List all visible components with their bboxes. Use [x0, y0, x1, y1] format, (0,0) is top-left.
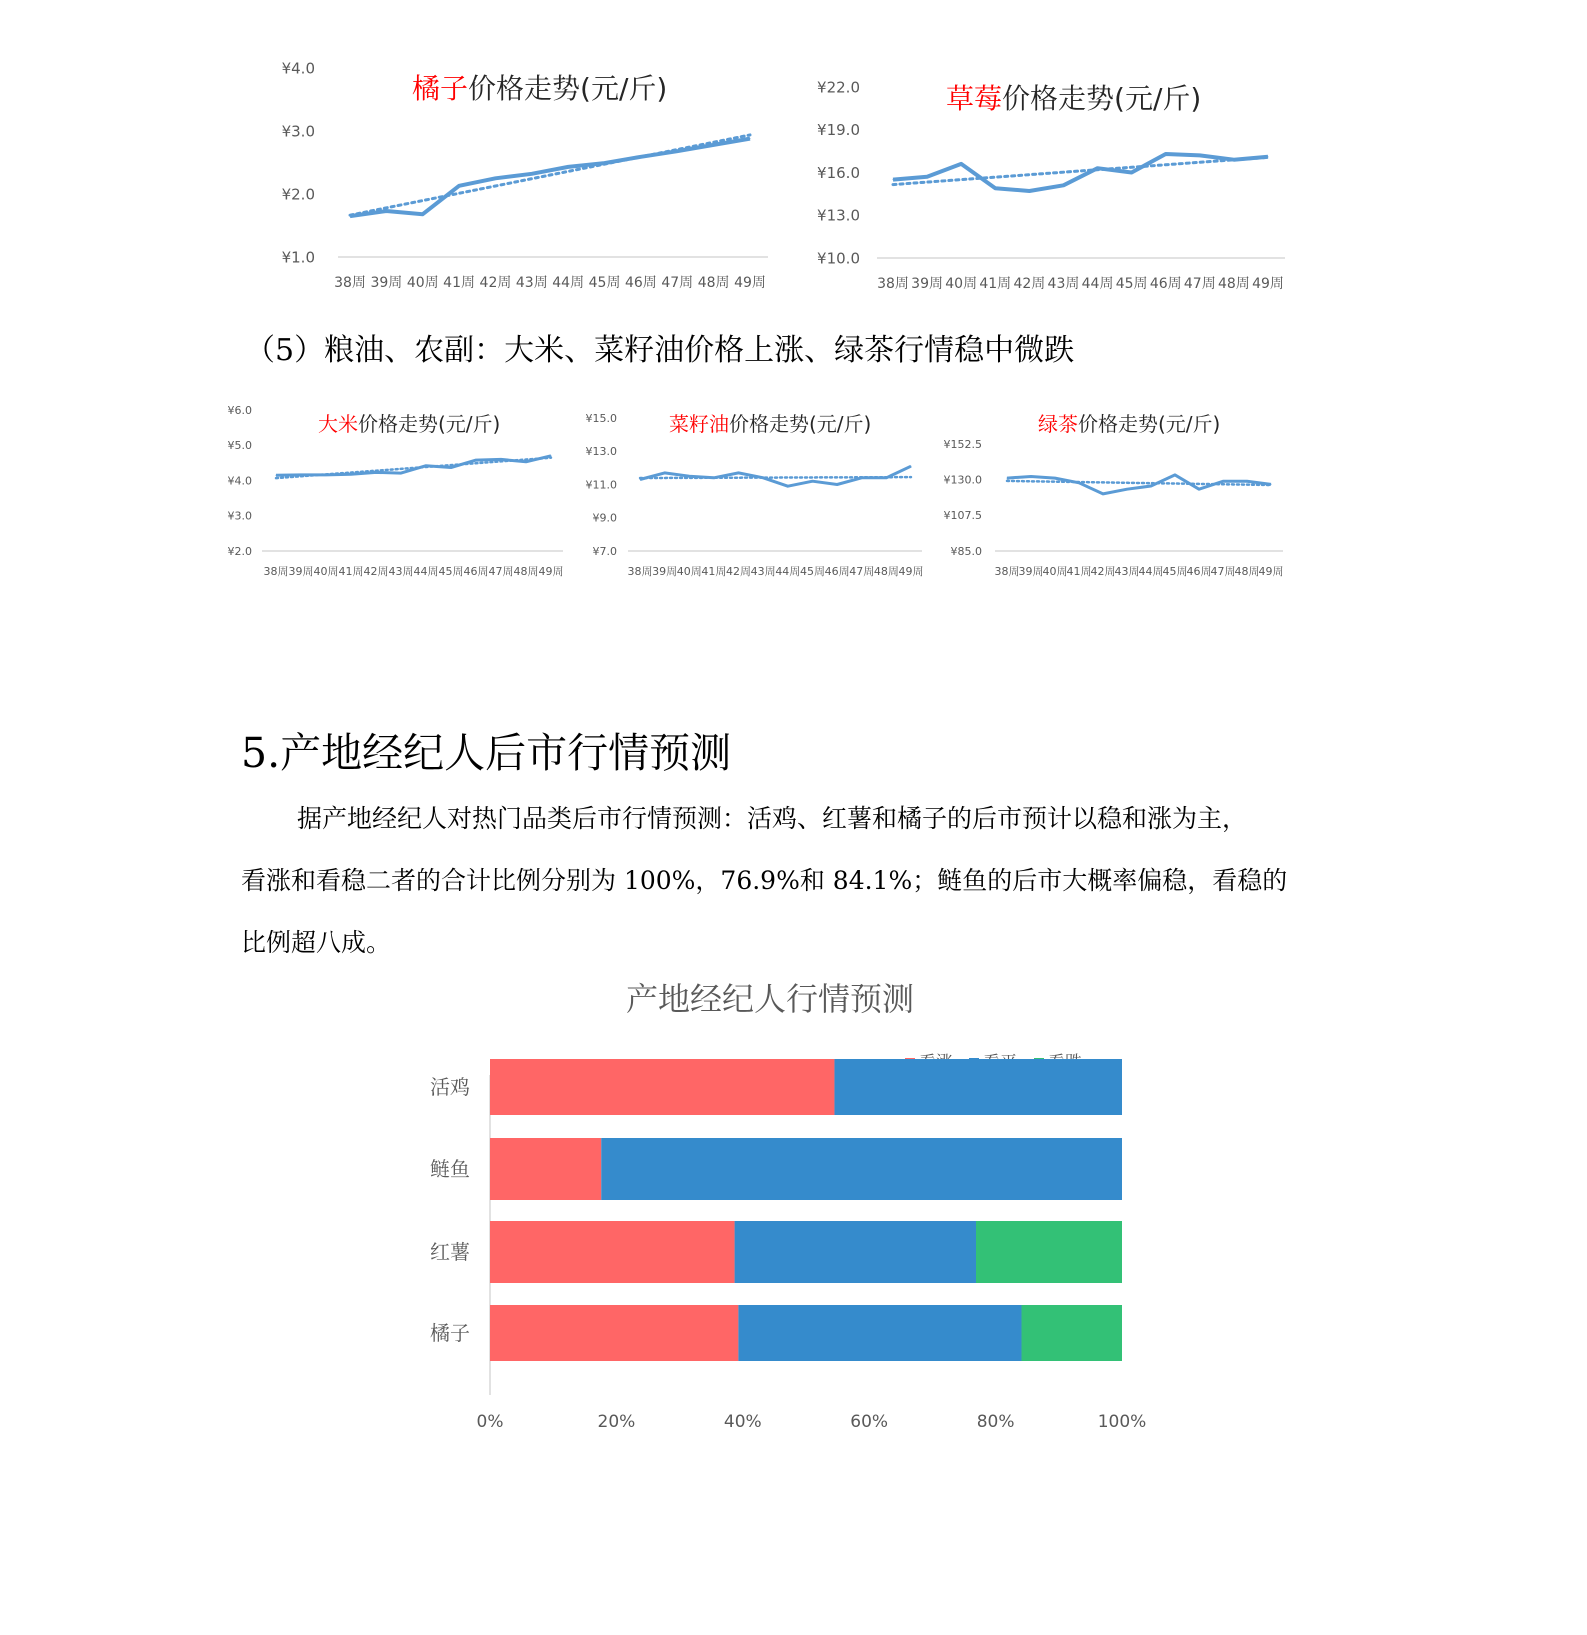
data-point [927, 176, 928, 177]
chart-title-highlight: 草莓 [946, 82, 1003, 115]
x-tick-label: 40周 [406, 275, 439, 291]
y-tick-label: ¥15.0 [585, 411, 617, 425]
y-tick-label: ¥13.0 [585, 445, 617, 459]
x-tick-label: 44周 [413, 565, 439, 578]
data-point [1103, 493, 1104, 494]
broker-forecast-bar-chart [0, 980, 1587, 1500]
x-tick-label: 40% [723, 1412, 762, 1432]
y-tick-label: ¥4.0 [227, 474, 252, 488]
x-tick-label: 45周 [1115, 276, 1148, 292]
x-tick-label: 48周 [1217, 276, 1250, 292]
x-tick-label: 45周 [438, 565, 464, 578]
y-tick-label: ¥3.0 [281, 122, 315, 141]
data-point [1233, 159, 1234, 160]
y-tick-label: ¥10.0 [817, 249, 860, 268]
x-tick-label: 41周 [338, 565, 364, 578]
x-tick-label: 39周 [911, 276, 944, 292]
category-label: 橘子 [430, 1321, 470, 1345]
data-point [1097, 168, 1098, 169]
bar-segment [490, 1221, 735, 1283]
x-tick-label: 80% [976, 1412, 1015, 1432]
x-tick-label: 41周 [1066, 565, 1092, 578]
data-point [1199, 489, 1200, 490]
x-tick-label: 49周 [538, 565, 564, 578]
x-tick-label: 38周 [994, 565, 1020, 578]
data-point [1223, 481, 1224, 482]
bar-segment [490, 1059, 834, 1115]
data-point [1175, 474, 1176, 475]
x-tick-label: 45周 [588, 275, 621, 291]
x-tick-label: 42周 [479, 275, 512, 291]
bar-segment [490, 1138, 601, 1200]
y-tick-label: ¥3.0 [227, 509, 252, 523]
chart-title [946, 82, 1201, 115]
strawberry-price-chart [0, 0, 1587, 320]
data-point [893, 179, 894, 180]
x-tick-label: 41周 [443, 275, 476, 291]
y-tick-label: ¥19.0 [817, 121, 860, 139]
y-tick-label: ¥16.0 [817, 163, 860, 182]
data-point [1063, 185, 1064, 186]
x-tick-label: 100% [1097, 1412, 1147, 1432]
x-tick-label: 49周 [898, 565, 924, 578]
data-point [1247, 481, 1248, 482]
chart-title-rest: 价格走势(元/斤) [729, 412, 872, 436]
y-tick-label: ¥130.0 [943, 473, 982, 487]
y-tick-label: ¥85.0 [950, 544, 982, 558]
x-tick-label: 43周 [388, 565, 414, 578]
chart-title-rest: 价格走势(元/斤) [1002, 82, 1202, 115]
data-point [1151, 486, 1152, 487]
x-tick-label: 40周 [945, 276, 978, 292]
chart-title [1038, 412, 1220, 436]
x-tick-label: 20% [597, 1412, 636, 1432]
data-point [1131, 172, 1132, 173]
x-tick-label: 40周 [313, 565, 339, 578]
x-tick-label: 38周 [263, 565, 289, 578]
x-tick-label: 45周 [799, 565, 825, 578]
data-point [1165, 153, 1166, 154]
data-point [1031, 476, 1032, 477]
x-tick-label: 42周 [1090, 565, 1116, 578]
chart-title-rest: 价格走势(元/斤) [358, 412, 501, 436]
x-tick-label: 42周 [726, 565, 752, 578]
category-label: 活鸡 [430, 1075, 470, 1099]
paragraph-line: 据产地经纪人对热门品类后市行情预测：活鸡、红薯和橘子的后市预计以稳和涨为主， [297, 804, 1248, 833]
chart-title-rest: 价格走势(元/斤) [1078, 412, 1221, 436]
y-tick-label: ¥4.0 [281, 59, 315, 78]
x-tick-label: 41周 [701, 565, 727, 578]
data-point [1007, 478, 1008, 479]
x-tick-label: 39周 [652, 565, 678, 578]
category-label: 鲢鱼 [430, 1157, 470, 1181]
x-tick-label: 44周 [1081, 276, 1114, 292]
x-tick-label: 46周 [1186, 565, 1212, 578]
paragraph-line: 比例超八成。 [241, 928, 392, 957]
x-tick-label: 43周 [750, 565, 776, 578]
trendline [893, 157, 1268, 184]
y-tick-label: ¥22.0 [817, 78, 860, 97]
x-tick-label: 40周 [1042, 565, 1068, 578]
x-tick-label: 39周 [288, 565, 314, 578]
x-tick-label: 49周 [734, 275, 766, 291]
bar-segment [601, 1138, 1122, 1200]
x-tick-label: 48周 [697, 275, 730, 291]
y-tick-label: ¥2.0 [227, 544, 252, 558]
forecast-paragraph [241, 788, 1346, 974]
bar-chart-title: 产地经纪人行情预测 [625, 980, 915, 1018]
data-point [1199, 155, 1200, 156]
y-tick-label: ¥13.0 [817, 206, 860, 225]
category-label: 红薯 [430, 1240, 470, 1264]
x-tick-label: 44周 [775, 565, 801, 578]
x-tick-label: 42周 [363, 565, 389, 578]
y-tick-label: ¥2.0 [281, 185, 315, 204]
data-point [1268, 156, 1269, 157]
x-tick-label: 46周 [824, 565, 850, 578]
x-tick-label: 44周 [1138, 565, 1164, 578]
y-tick-label: ¥5.0 [227, 439, 252, 453]
chart-title-rest: 价格走势(元/斤) [468, 72, 668, 105]
y-tick-label: ¥11.0 [585, 478, 617, 492]
x-tick-label: 48周 [873, 565, 899, 578]
data-point [1029, 191, 1030, 192]
x-tick-label: 40周 [676, 565, 702, 578]
y-tick-label: ¥7.0 [592, 544, 617, 558]
data-point [1079, 482, 1080, 483]
x-tick-label: 47周 [1183, 276, 1216, 292]
y-tick-label: ¥9.0 [592, 511, 617, 525]
x-tick-label: 0% [476, 1412, 504, 1432]
data-point [1271, 484, 1272, 485]
bar-segment [738, 1305, 1021, 1361]
bar-segment [490, 1305, 738, 1361]
x-tick-label: 45周 [1162, 565, 1188, 578]
green-tea-price-chart [0, 400, 1587, 620]
paragraph-line: 看涨和看稳二者的合计比例分别为 100%，76.9%和 84.1%；鲢鱼的后市大概率偏稳，看稳的 [241, 866, 1288, 895]
x-tick-label: 48周 [1234, 565, 1260, 578]
chart-title-highlight: 橘子 [412, 72, 469, 105]
y-tick-label: ¥1.0 [281, 248, 315, 267]
data-point [995, 188, 996, 189]
x-tick-label: 39周 [370, 275, 403, 291]
bar-segment [834, 1059, 1122, 1115]
x-tick-label: 38周 [877, 276, 909, 292]
x-tick-label: 46周 [463, 565, 489, 578]
bar-segment [976, 1221, 1122, 1283]
bar-segment [735, 1221, 976, 1283]
x-tick-label: 47周 [488, 565, 514, 578]
x-tick-label: 60% [850, 1412, 889, 1432]
x-tick-label: 46周 [1149, 276, 1182, 292]
x-tick-label: 44周 [552, 275, 585, 291]
section-heading: 5.产地经纪人后市行情预测 [241, 729, 732, 777]
data-point [1055, 478, 1056, 479]
price-series-line [893, 154, 1268, 191]
x-tick-label: 42周 [1013, 276, 1046, 292]
chart-title-highlight: 绿茶 [1038, 412, 1078, 436]
chart-title-highlight: 菜籽油 [669, 412, 729, 436]
x-tick-label: 49周 [1252, 276, 1284, 292]
bar-segment [1022, 1305, 1122, 1361]
x-tick-label: 41周 [979, 276, 1012, 292]
y-tick-label: ¥152.5 [943, 437, 982, 451]
x-tick-label: 47周 [849, 565, 875, 578]
data-point [961, 163, 962, 164]
x-tick-label: 47周 [661, 275, 694, 291]
x-tick-label: 46周 [624, 275, 657, 291]
y-tick-label: ¥107.5 [943, 509, 982, 523]
chart-title-highlight: 大米 [318, 412, 358, 436]
x-tick-label: 38周 [627, 565, 653, 578]
x-tick-label: 48周 [513, 565, 539, 578]
x-tick-label: 49周 [1258, 565, 1284, 578]
section5-subheading: （5）粮油、农副：大米、菜籽油价格上涨、绿茶行情稳中微跌 [245, 333, 1075, 368]
data-point [1127, 489, 1128, 490]
x-tick-label: 39周 [1018, 565, 1044, 578]
x-tick-label: 43周 [1114, 565, 1140, 578]
x-tick-label: 38周 [334, 275, 366, 291]
x-tick-label: 43周 [1047, 276, 1080, 292]
x-tick-label: 47周 [1210, 565, 1236, 578]
x-tick-label: 43周 [515, 275, 548, 291]
y-tick-label: ¥6.0 [227, 403, 252, 417]
